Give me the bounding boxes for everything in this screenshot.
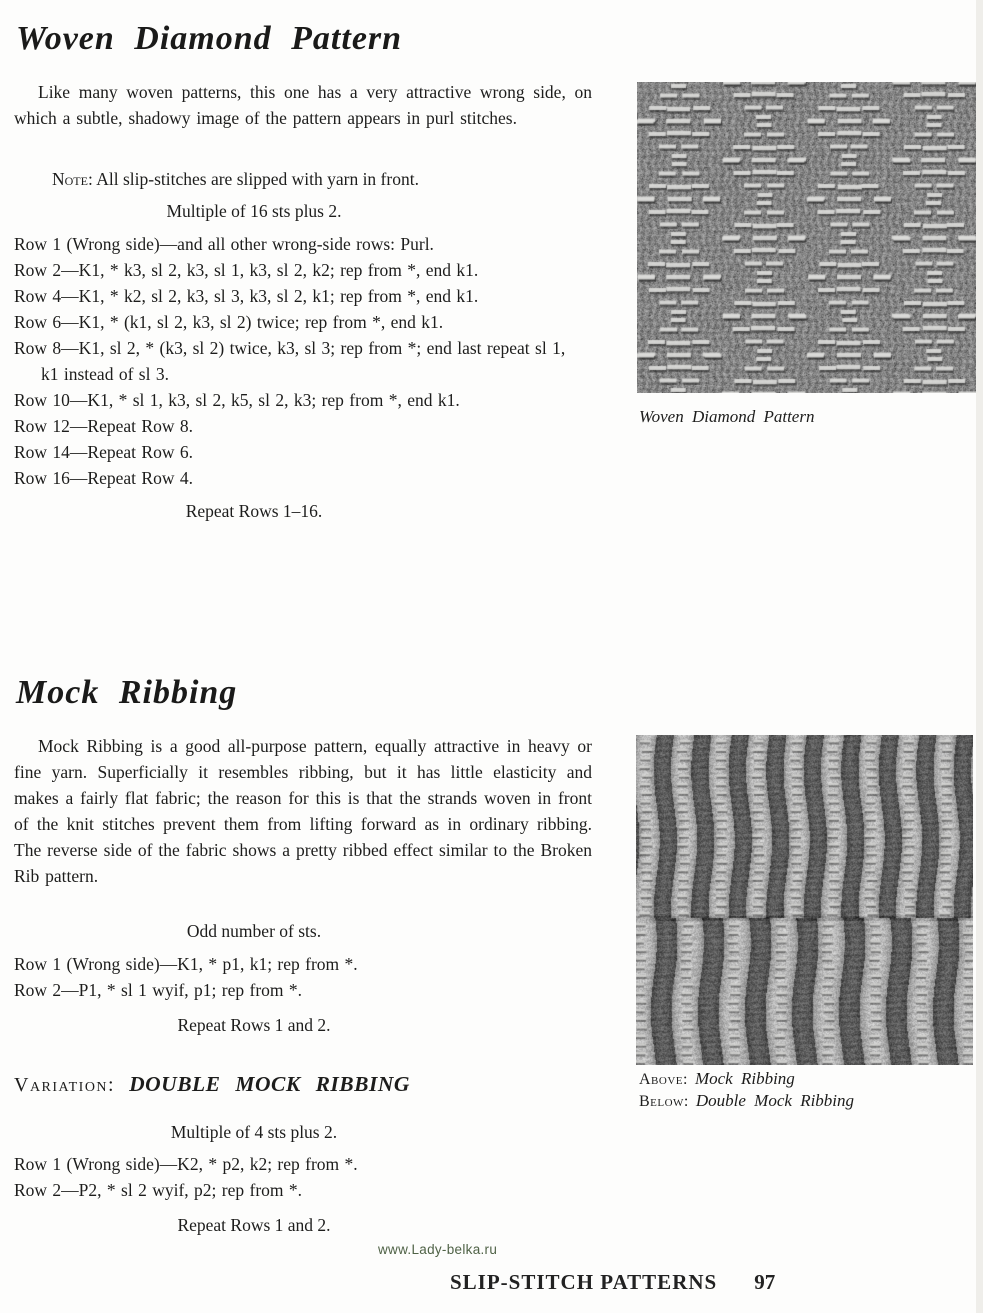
caption-above-label: Above: <box>639 1071 688 1088</box>
page-number: 97 <box>754 1270 776 1294</box>
mock-ribbing-intro: Mock Ribbing is a good all-purpose pattern, equally attractive in heavy or fine yarn. Superficially it resembles ribbing, but it has little elasticity and makes a fairly flat fabric; the reason for this is that the strands woven in front of the knit stitches prevent them from lifting forward as in ordinary ribbing. The reverse side of the fabric shows a pretty ribbed effect similar to the Broken Rib pattern. <box>14 736 592 886</box>
repeat-line: Repeat Rows 1–16. <box>185 501 323 521</box>
caption-above-text: Mock Ribbing <box>694 1069 795 1088</box>
pattern-row: Row 16—Repeat Row 4. <box>14 468 193 488</box>
woven-diamond-swatch-image <box>637 82 977 393</box>
caption-below-label: Below: <box>639 1093 689 1110</box>
page-scan-edge <box>976 0 983 1313</box>
stitch-count-line: Odd number of sts. <box>186 921 322 941</box>
running-footer <box>450 1270 775 1295</box>
mock-ribbing-photo-caption-above <box>639 1068 795 1091</box>
pattern-row: Row 10—K1, * sl 1, k3, sl 2, k5, sl 2, k3; rep from *, end k1. <box>14 390 460 410</box>
note-text: All slip-stitches are slipped with yarn in front. <box>92 169 419 189</box>
variation-heading <box>14 1072 410 1097</box>
repeat-line: Repeat Rows 1 and 2. <box>177 1215 331 1235</box>
pattern-row: Row 2—P2, * sl 2 wyif, p2; rep from *. <box>14 1180 303 1200</box>
pattern-row: Row 1 (Wrong side)—K1, * p1, k1; rep from *. <box>14 954 358 974</box>
footer-title: SLIP-STITCH PATTERNS <box>450 1270 718 1294</box>
section-title-mock-ribbing: Mock Ribbing <box>16 674 238 711</box>
woven-diamond-intro: Like many woven patterns, this one has a very attractive wrong side, on which a subtle, shadowy image of the pattern appears in purl stitches. <box>14 82 592 128</box>
pattern-row: Row 2—K1, * k3, sl 2, k3, sl 1, k3, sl 2, k2; rep from *, end k1. <box>14 260 479 280</box>
pattern-row: Row 4—K1, * k2, sl 2, k3, sl 3, k3, sl 2, k1; rep from *, end k1. <box>14 286 479 306</box>
woven-diamond-photo <box>637 82 977 393</box>
mock-ribbing-rows <box>14 951 586 1003</box>
pattern-row: Row 1 (Wrong side)—K2, * p2, k2; rep from *. <box>14 1154 358 1174</box>
note-label: Note: <box>52 169 93 189</box>
note-line <box>14 166 614 192</box>
pattern-row: Row 2—P1, * sl 1 wyif, p1; rep from *. <box>14 980 303 1000</box>
section-title-woven-diamond: Woven Diamond Pattern <box>16 20 403 57</box>
mock-ribbing-swatch-image <box>636 735 973 1065</box>
mock-ribbing-photo-caption-below <box>639 1090 854 1113</box>
woven-diamond-rows <box>14 231 586 491</box>
repeat-line: Repeat Rows 1 and 2. <box>177 1015 331 1035</box>
pattern-row: Row 6—K1, * (k1, sl 2, k3, sl 2) twice; rep from *, end k1. <box>14 312 444 332</box>
mock-ribbing-photo <box>636 735 973 1065</box>
stitch-multiple-line: Multiple of 16 sts plus 2. <box>166 201 342 221</box>
woven-diamond-photo-caption: Woven Diamond Pattern <box>639 407 815 426</box>
pattern-row: Row 14—Repeat Row 6. <box>14 442 193 462</box>
pattern-row: Row 1 (Wrong side)—and all other wrong-side rows: Purl. <box>14 234 434 254</box>
pattern-row: Row 12—Repeat Row 8. <box>14 416 193 436</box>
variation-title: DOUBLE MOCK RIBBING <box>129 1072 410 1096</box>
variation-label: Variation: <box>14 1074 116 1096</box>
stitch-multiple-line: Multiple of 4 sts plus 2. <box>170 1122 338 1142</box>
pattern-row: Row 8—K1, sl 2, * (k3, sl 2) twice, k3, sl 3; rep from *; end last repeat sl 1, k1 instead of sl 3. <box>14 338 566 384</box>
caption-below-text: Double Mock Ribbing <box>695 1091 855 1110</box>
double-mock-ribbing-rows <box>14 1151 586 1203</box>
watermark-url: www.Lady-belka.ru <box>378 1242 498 1257</box>
